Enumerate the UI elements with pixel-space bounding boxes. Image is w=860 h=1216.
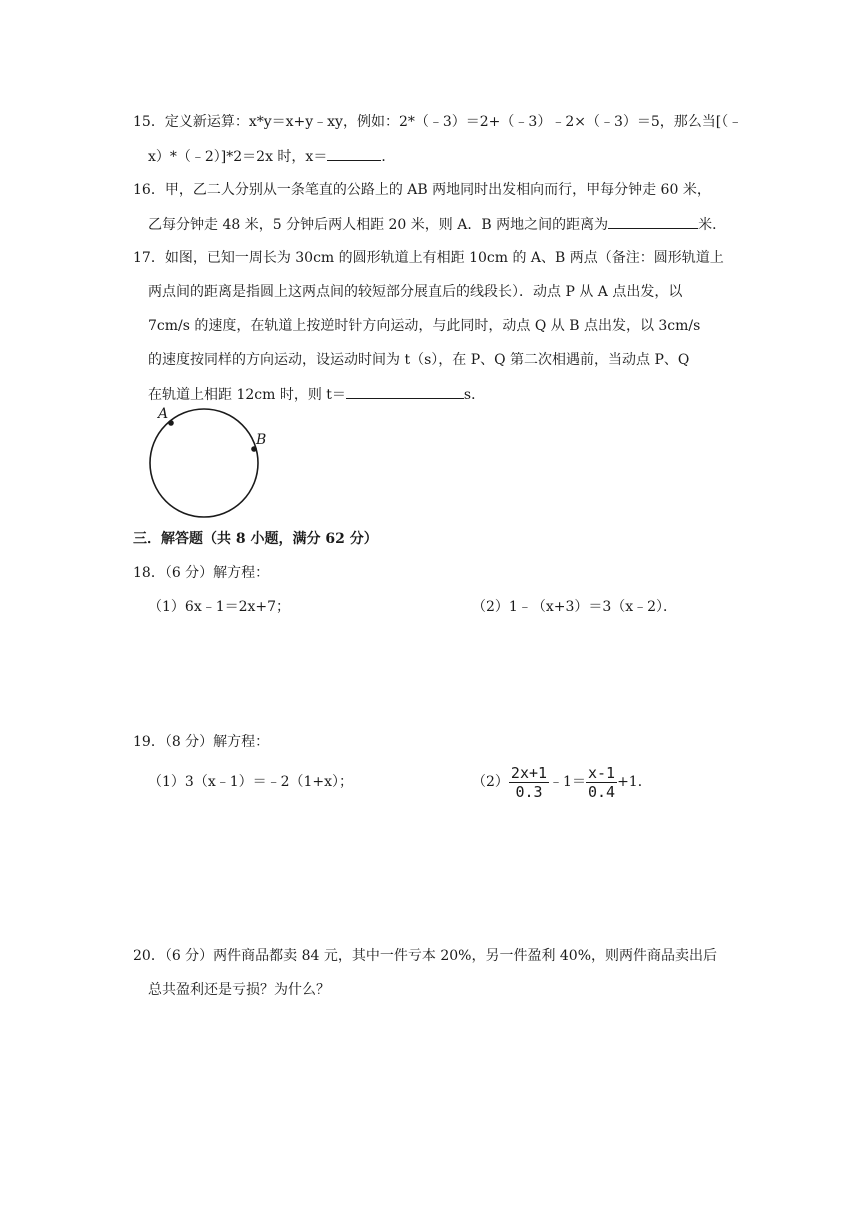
q20-line2: 总共盈利还是亏损？为什么？ — [148, 982, 330, 998]
q20-line1: 20．（6 分）两件商品都卖 84 元，其中一件亏本 20%，另一件盈利 40%，则两件商品卖出后 — [133, 948, 718, 964]
section-3-title: 三．解答题（共 8 小题，满分 62 分） — [133, 531, 378, 547]
q15-line2-end: ． — [381, 149, 396, 165]
point-a-label: A — [158, 406, 169, 422]
q15-line1: 15．定义新运算：x*y＝x+y﹣xy，例如：2*（﹣3）＝2+（﹣3）﹣2×（﹣3）＝5，那么当[（﹣ — [133, 114, 743, 130]
q18-part1: （1）6x﹣1＝2x+7； — [148, 599, 291, 615]
q16-line1: 16．甲，乙二人分别从一条笔直的公路上的 AB 两地同时出发相向而行，甲每分钟走 60 米， — [133, 182, 711, 198]
q17-line5-text: 在轨道上相距 12cm 时，则 t＝ — [148, 387, 346, 403]
fraction-1-numerator: 2x+1 — [510, 763, 548, 782]
q18-part2: （2）1﹣（x+3）＝3（x﹣2）． — [472, 599, 678, 615]
q19-part1: （1）3（x﹣1）＝﹣2（1+x）； — [148, 774, 354, 790]
fraction-2-numerator: x-1 — [587, 763, 616, 782]
q17-line1: 17．如图，已知一周长为 30cm 的圆形轨道上有相距 10cm 的 A、B 两点（备注：圆形轨道上 — [133, 250, 724, 266]
q19-part2-middle: ﹣1＝ — [549, 774, 586, 790]
circle-figure — [140, 402, 280, 522]
q17-line5-end: s． — [463, 387, 486, 403]
q19-part2-label: （2） — [472, 774, 509, 790]
fraction-1 — [509, 764, 549, 801]
q19-part2 — [472, 758, 652, 806]
fraction-1-denominator: 0.3 — [515, 782, 543, 801]
q17-line2: 两点间的距离是指圆上这两点间的较短部分展直后的线段长）．动点 P 从 A 点出发，以 — [148, 284, 683, 300]
point-b-label: B — [256, 432, 267, 448]
q18-title: 18．（6 分）解方程： — [133, 565, 270, 581]
q15-answer-blank[interactable] — [327, 146, 381, 161]
q17-answer-blank[interactable] — [346, 384, 464, 399]
q16-line2 — [148, 214, 726, 235]
q19-title: 19．（8 分）解方程： — [133, 734, 270, 750]
point-a-dot — [168, 420, 174, 426]
q17-line3: 7cm/s 的速度，在轨道上按逆时针方向运动，与此同时，动点 Q 从 B 点出发，以 3cm/s — [148, 318, 701, 334]
fraction-2 — [586, 764, 617, 801]
q17-line4: 的速度按同样的方向运动，设运动时间为 t（s），在 P、Q 第二次相遇前，当动点 P、Q — [148, 352, 690, 368]
fraction-2-denominator: 0.4 — [587, 782, 616, 801]
q15-line2 — [148, 146, 395, 167]
q16-answer-blank[interactable] — [608, 214, 698, 229]
q15-line2-text: x）*（﹣2）]*2＝2x 时，x＝ — [148, 149, 328, 165]
circular-track — [150, 409, 258, 517]
q19-part2-tail: +1． — [617, 774, 652, 790]
q16-line2-end: 米． — [698, 217, 727, 233]
q16-line2-text: 乙每分钟走 48 米，5 分钟后两人相距 20 米，则 A．B 两地之间的距离为 — [148, 217, 609, 233]
